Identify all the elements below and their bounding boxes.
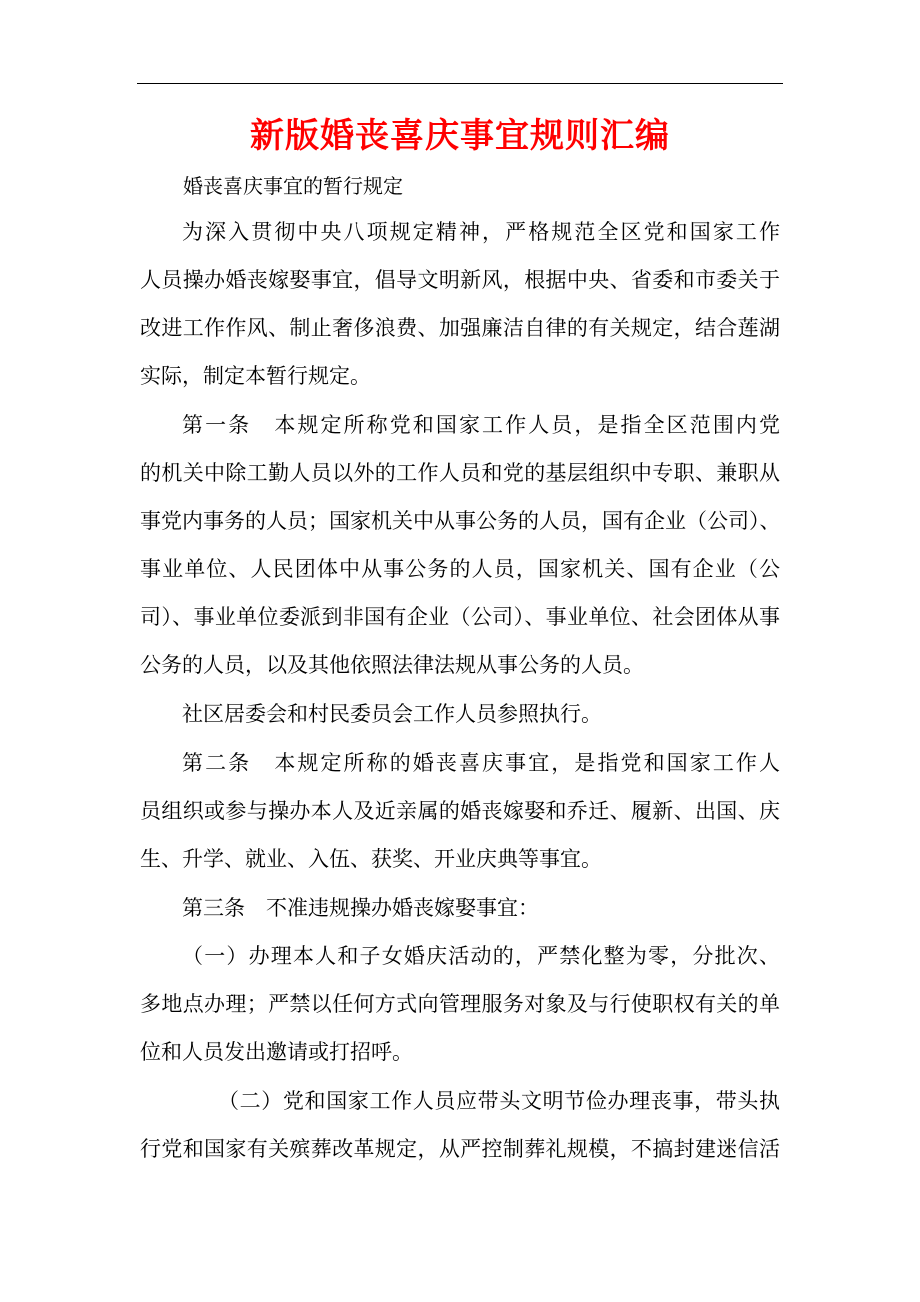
paragraph-line: 位和人员发出邀请或打招呼。 [140, 1040, 413, 1064]
paragraph-line: 的机关中除工勤人员以外的工作人员和党的基层组织中专职、兼职从 [140, 461, 780, 485]
paragraph-line: 事党内事务的人员；国家机关中从事公务的人员，国有企业（公司）、 [140, 509, 781, 533]
header-rule [137, 83, 783, 84]
paragraph-line: 人员操办婚丧嫁娶事宜，倡导文明新风，根据中央、省委和市委关于 [140, 268, 780, 292]
paragraph-line: 为深入贯彻中央八项规定精神，严格规范全区党和国家工作 [182, 220, 780, 244]
paragraph-line: （一）办理本人和子女婚庆活动的，严禁化整为零，分批次、 [182, 944, 780, 968]
paragraph-line: 第二条 本规定所称的婚丧喜庆事宜，是指党和国家工作人 [182, 751, 780, 775]
document-title: 新版婚丧喜庆事宜规则汇编 [250, 116, 670, 156]
paragraph-line: 公务的人员，以及其他依照法律法规从事公务的人员。 [140, 653, 644, 677]
paragraph-line: 第三条 不准违规操办婚丧嫁娶事宜： [182, 896, 539, 920]
paragraph-line: 行党和国家有关殡葬改革规定，从严控制葬礼规模，不搞封建迷信活 [140, 1137, 780, 1161]
paragraph-line: 社区居委会和村民委员会工作人员参照执行。 [182, 702, 602, 726]
paragraph-line: 第一条 本规定所称党和国家工作人员，是指全区范围内党 [182, 413, 780, 437]
paragraph-line: （二）党和国家工作人员应带头文明节俭办理丧事，带头执 [218, 1089, 780, 1113]
document-subtitle: 婚丧喜庆事宜的暂行规定 [183, 174, 403, 198]
paragraph-line: 生、升学、就业、入伍、获奖、开业庆典等事宜。 [140, 847, 602, 871]
paragraph-line: 多地点办理；严禁以任何方式向管理服务对象及与行使职权有关的单 [140, 992, 780, 1016]
paragraph-line: 事业单位、人民团体中从事公务的人员，国家机关、国有企业（公 [140, 557, 780, 581]
paragraph-line: 实际，制定本暂行规定。 [140, 364, 371, 388]
paragraph-line: 司）、事业单位委派到非国有企业（公司）、事业单位、社会团体从事 [140, 605, 780, 629]
paragraph-line: 员组织或参与操办本人及近亲属的婚丧嫁娶和乔迁、履新、出国、庆 [140, 799, 780, 823]
paragraph-line: 改进工作作风、制止奢侈浪费、加强廉洁自律的有关规定，结合莲湖 [140, 316, 780, 340]
